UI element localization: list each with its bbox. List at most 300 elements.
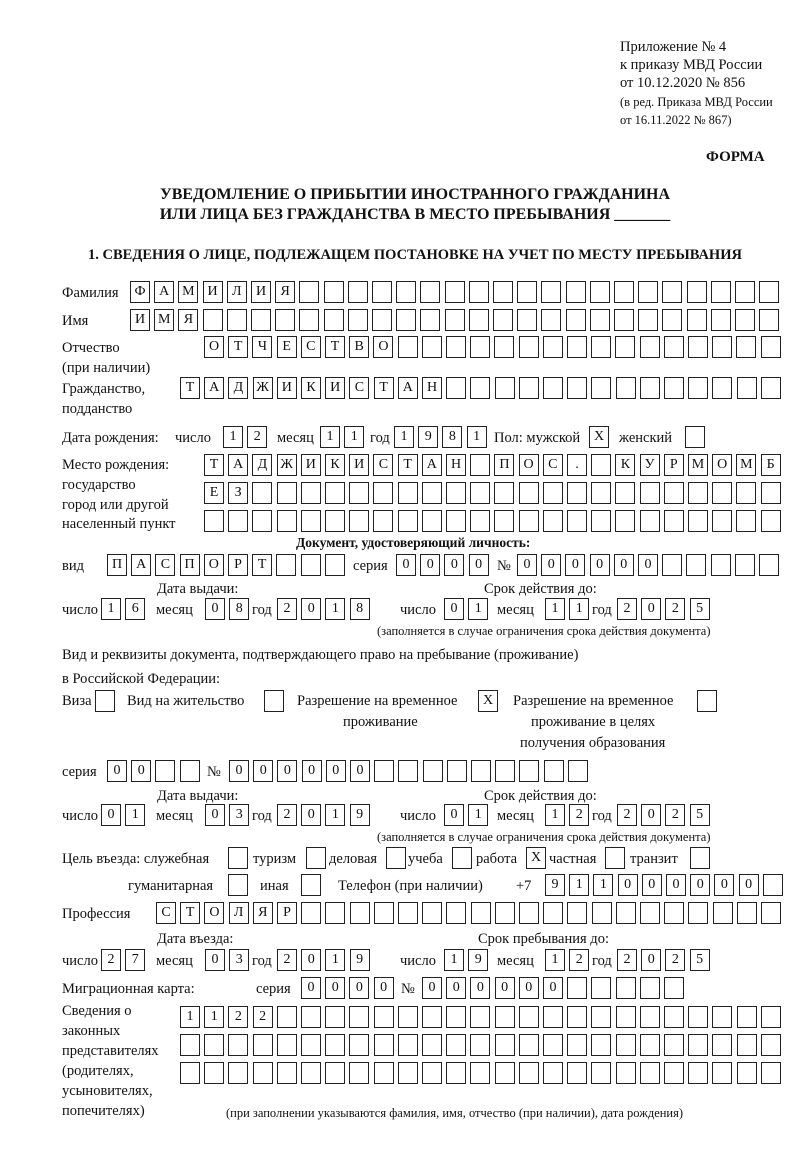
cell[interactable]: 0	[350, 760, 370, 782]
cell[interactable]: П	[180, 554, 200, 576]
cell[interactable]	[567, 977, 587, 999]
cell[interactable]	[301, 1034, 321, 1056]
cell[interactable]	[422, 902, 442, 924]
cell[interactable]	[591, 482, 611, 504]
cell[interactable]	[495, 1062, 515, 1084]
cell[interactable]	[349, 1006, 369, 1028]
cell[interactable]: Ж	[277, 454, 297, 476]
cell[interactable]	[640, 482, 660, 504]
cell[interactable]	[568, 760, 588, 782]
cell[interactable]: 1	[545, 598, 565, 620]
cell[interactable]	[591, 1062, 611, 1084]
cell[interactable]	[398, 482, 418, 504]
cell[interactable]	[422, 1034, 442, 1056]
cell[interactable]: 0	[541, 554, 561, 576]
cell[interactable]	[590, 309, 610, 331]
cell[interactable]	[374, 1006, 394, 1028]
cell[interactable]	[664, 1006, 684, 1028]
cell[interactable]: И	[130, 309, 150, 331]
cell[interactable]: 9	[545, 874, 565, 896]
cell[interactable]: Ф	[130, 281, 150, 303]
cell[interactable]	[180, 1034, 200, 1056]
cell[interactable]	[445, 309, 465, 331]
cell[interactable]	[640, 977, 660, 999]
cell[interactable]: Я	[275, 281, 295, 303]
cell[interactable]: 8	[442, 426, 462, 448]
cell[interactable]	[662, 309, 682, 331]
cell[interactable]	[543, 902, 563, 924]
cell[interactable]	[712, 482, 732, 504]
cell[interactable]	[325, 554, 345, 576]
cell[interactable]	[615, 336, 635, 358]
cell[interactable]	[664, 902, 684, 924]
cell[interactable]	[470, 510, 490, 532]
cell[interactable]: 2	[101, 949, 121, 971]
cell[interactable]: К	[325, 454, 345, 476]
cell[interactable]: 0	[101, 804, 121, 826]
cell[interactable]	[396, 309, 416, 331]
cell[interactable]: С	[373, 454, 393, 476]
cell[interactable]	[301, 902, 321, 924]
cell[interactable]	[452, 847, 472, 869]
cell[interactable]	[203, 309, 223, 331]
cell[interactable]	[495, 377, 515, 399]
cell[interactable]	[544, 760, 564, 782]
cell[interactable]: 2	[253, 1006, 273, 1028]
cell[interactable]	[470, 482, 490, 504]
cell[interactable]	[493, 309, 513, 331]
cell[interactable]	[349, 1062, 369, 1084]
cell[interactable]: 2	[228, 1006, 248, 1028]
cell[interactable]: Д	[228, 377, 248, 399]
cell[interactable]: 1	[204, 1006, 224, 1028]
cell[interactable]	[420, 309, 440, 331]
cell[interactable]: 0	[565, 554, 585, 576]
cell[interactable]	[615, 510, 635, 532]
cell[interactable]	[567, 336, 587, 358]
cell[interactable]: 0	[205, 949, 225, 971]
cell[interactable]	[567, 1062, 587, 1084]
cell[interactable]: А	[131, 554, 151, 576]
cell[interactable]	[228, 1034, 248, 1056]
cell[interactable]: А	[154, 281, 174, 303]
cell[interactable]: 0	[253, 760, 273, 782]
cell[interactable]	[494, 336, 514, 358]
cell[interactable]: Т	[398, 454, 418, 476]
cell[interactable]	[423, 760, 443, 782]
cell[interactable]	[687, 281, 707, 303]
cell[interactable]: 0	[543, 977, 563, 999]
cell[interactable]: X	[526, 847, 546, 869]
cell[interactable]: 2	[617, 949, 637, 971]
cell[interactable]	[712, 1034, 732, 1056]
cell[interactable]: 5	[690, 949, 710, 971]
cell[interactable]	[591, 336, 611, 358]
cell[interactable]: 1	[125, 804, 145, 826]
cell[interactable]	[605, 847, 625, 869]
cell[interactable]	[422, 510, 442, 532]
cell[interactable]: 5	[690, 804, 710, 826]
cell[interactable]	[688, 482, 708, 504]
cell[interactable]: 1	[569, 598, 589, 620]
cell[interactable]	[640, 510, 660, 532]
cell[interactable]: 2	[665, 804, 685, 826]
cell[interactable]: X	[589, 426, 609, 448]
cell[interactable]: К	[301, 377, 321, 399]
cell[interactable]	[277, 1006, 297, 1028]
cell[interactable]	[373, 510, 393, 532]
cell[interactable]	[252, 510, 272, 532]
cell[interactable]: 0	[301, 598, 321, 620]
cell[interactable]: 1	[325, 949, 345, 971]
cell[interactable]: 1	[468, 598, 488, 620]
cell[interactable]	[638, 281, 658, 303]
cell[interactable]: 0	[642, 874, 662, 896]
cell[interactable]	[422, 482, 442, 504]
cell[interactable]	[664, 977, 684, 999]
cell[interactable]	[469, 281, 489, 303]
cell[interactable]: М	[154, 309, 174, 331]
cell[interactable]: 0	[349, 977, 369, 999]
cell[interactable]	[761, 377, 781, 399]
cell[interactable]: 2	[569, 949, 589, 971]
cell[interactable]	[541, 281, 561, 303]
cell[interactable]	[228, 1062, 248, 1084]
cell[interactable]: 2	[665, 949, 685, 971]
cell[interactable]	[228, 847, 248, 869]
cell[interactable]	[763, 874, 783, 896]
cell[interactable]: 1	[325, 804, 345, 826]
cell[interactable]: И	[203, 281, 223, 303]
cell[interactable]	[616, 377, 636, 399]
cell[interactable]: И	[251, 281, 271, 303]
cell[interactable]	[616, 902, 636, 924]
cell[interactable]	[494, 510, 514, 532]
cell[interactable]: 5	[690, 598, 710, 620]
cell[interactable]	[713, 902, 733, 924]
cell[interactable]	[567, 377, 587, 399]
cell[interactable]: Т	[180, 377, 200, 399]
cell[interactable]: 0	[325, 977, 345, 999]
cell[interactable]: В	[349, 336, 369, 358]
cell[interactable]	[543, 482, 563, 504]
cell[interactable]	[712, 1062, 732, 1084]
cell[interactable]	[470, 454, 490, 476]
cell[interactable]	[761, 1062, 781, 1084]
cell[interactable]: А	[422, 454, 442, 476]
cell[interactable]: 3	[229, 804, 249, 826]
cell[interactable]	[253, 1034, 273, 1056]
cell[interactable]: Т	[325, 336, 345, 358]
cell[interactable]	[614, 281, 634, 303]
cell[interactable]	[737, 1034, 757, 1056]
cell[interactable]	[761, 482, 781, 504]
cell[interactable]	[372, 281, 392, 303]
cell[interactable]	[519, 1006, 539, 1028]
cell[interactable]: 0	[470, 977, 490, 999]
cell[interactable]	[761, 1034, 781, 1056]
cell[interactable]	[688, 902, 708, 924]
cell[interactable]: Н	[422, 377, 442, 399]
cell[interactable]	[228, 510, 248, 532]
cell[interactable]: С	[349, 377, 369, 399]
cell[interactable]	[735, 281, 755, 303]
cell[interactable]	[712, 510, 732, 532]
cell[interactable]	[640, 336, 660, 358]
cell[interactable]	[470, 1006, 490, 1028]
cell[interactable]: 0	[374, 977, 394, 999]
cell[interactable]	[640, 1006, 660, 1028]
cell[interactable]	[519, 482, 539, 504]
cell[interactable]	[541, 309, 561, 331]
cell[interactable]	[519, 336, 539, 358]
cell[interactable]	[398, 510, 418, 532]
cell[interactable]: О	[204, 336, 224, 358]
cell[interactable]	[711, 309, 731, 331]
cell[interactable]: 0	[396, 554, 416, 576]
cell[interactable]	[662, 554, 682, 576]
cell[interactable]	[252, 482, 272, 504]
cell[interactable]	[566, 281, 586, 303]
cell[interactable]	[759, 554, 779, 576]
cell[interactable]	[253, 1062, 273, 1084]
cell[interactable]	[470, 1034, 490, 1056]
cell[interactable]	[386, 847, 406, 869]
cell[interactable]	[519, 902, 539, 924]
cell[interactable]	[227, 309, 247, 331]
cell[interactable]	[543, 1006, 563, 1028]
cell[interactable]	[543, 1034, 563, 1056]
cell[interactable]: 0	[107, 760, 127, 782]
cell[interactable]: 0	[205, 804, 225, 826]
cell[interactable]	[422, 1006, 442, 1028]
cell[interactable]	[301, 510, 321, 532]
cell[interactable]	[447, 760, 467, 782]
cell[interactable]: 2	[277, 598, 297, 620]
cell[interactable]	[446, 336, 466, 358]
cell[interactable]: 1	[468, 804, 488, 826]
cell[interactable]	[204, 1034, 224, 1056]
cell[interactable]: И	[277, 377, 297, 399]
cell[interactable]	[615, 482, 635, 504]
cell[interactable]	[299, 309, 319, 331]
cell[interactable]	[759, 309, 779, 331]
cell[interactable]: 2	[247, 426, 267, 448]
cell[interactable]: Ж	[253, 377, 273, 399]
cell[interactable]: Т	[204, 454, 224, 476]
cell[interactable]: 2	[617, 598, 637, 620]
cell[interactable]: Р	[228, 554, 248, 576]
cell[interactable]: 0	[641, 949, 661, 971]
cell[interactable]: 0	[205, 598, 225, 620]
cell[interactable]: Л	[227, 281, 247, 303]
cell[interactable]	[712, 377, 732, 399]
cell[interactable]	[446, 902, 466, 924]
cell[interactable]	[180, 1062, 200, 1084]
cell[interactable]: 7	[125, 949, 145, 971]
cell[interactable]	[495, 902, 515, 924]
cell[interactable]	[737, 1006, 757, 1028]
cell[interactable]	[687, 309, 707, 331]
cell[interactable]	[301, 482, 321, 504]
cell[interactable]	[349, 510, 369, 532]
cell[interactable]: С	[543, 454, 563, 476]
cell[interactable]	[471, 902, 491, 924]
cell[interactable]: 1	[325, 598, 345, 620]
cell[interactable]	[592, 902, 612, 924]
cell[interactable]: 0	[517, 554, 537, 576]
cell[interactable]: 0	[690, 874, 710, 896]
cell[interactable]: 1	[180, 1006, 200, 1028]
cell[interactable]: 1	[344, 426, 364, 448]
cell[interactable]	[591, 977, 611, 999]
cell[interactable]: О	[204, 902, 224, 924]
cell[interactable]	[688, 1006, 708, 1028]
cell[interactable]: 1	[101, 598, 121, 620]
cell[interactable]: 8	[229, 598, 249, 620]
cell[interactable]: 0	[739, 874, 759, 896]
cell[interactable]: 1	[593, 874, 613, 896]
cell[interactable]: 0	[420, 554, 440, 576]
cell[interactable]: 0	[444, 804, 464, 826]
cell[interactable]: С	[155, 554, 175, 576]
cell[interactable]	[591, 1006, 611, 1028]
cell[interactable]	[736, 482, 756, 504]
cell[interactable]	[398, 760, 418, 782]
cell[interactable]	[180, 760, 200, 782]
cell[interactable]	[204, 1062, 224, 1084]
cell[interactable]	[325, 482, 345, 504]
cell[interactable]	[398, 1006, 418, 1028]
cell[interactable]	[495, 1034, 515, 1056]
cell[interactable]: 9	[350, 949, 370, 971]
cell[interactable]	[324, 309, 344, 331]
cell[interactable]	[277, 510, 297, 532]
cell[interactable]	[277, 1062, 297, 1084]
cell[interactable]: 0	[326, 760, 346, 782]
cell[interactable]: Д	[252, 454, 272, 476]
cell[interactable]	[301, 874, 321, 896]
cell[interactable]: З	[228, 482, 248, 504]
cell[interactable]: О	[204, 554, 224, 576]
cell[interactable]: 0	[614, 554, 634, 576]
cell[interactable]	[664, 336, 684, 358]
cell[interactable]: 0	[422, 977, 442, 999]
cell[interactable]: 9	[468, 949, 488, 971]
cell[interactable]	[306, 847, 326, 869]
cell[interactable]	[348, 281, 368, 303]
cell[interactable]	[470, 377, 490, 399]
cell[interactable]: .	[567, 454, 587, 476]
cell[interactable]: И	[349, 454, 369, 476]
cell[interactable]: 0	[590, 554, 610, 576]
cell[interactable]	[591, 454, 611, 476]
cell[interactable]	[761, 1006, 781, 1028]
cell[interactable]	[420, 281, 440, 303]
cell[interactable]: 2	[665, 598, 685, 620]
cell[interactable]	[275, 309, 295, 331]
cell[interactable]: А	[398, 377, 418, 399]
cell[interactable]	[616, 1034, 636, 1056]
cell[interactable]: 1	[545, 804, 565, 826]
cell[interactable]: М	[688, 454, 708, 476]
cell[interactable]: С	[301, 336, 321, 358]
cell[interactable]	[372, 309, 392, 331]
cell[interactable]	[325, 510, 345, 532]
cell[interactable]	[495, 1006, 515, 1028]
cell[interactable]	[349, 482, 369, 504]
cell[interactable]	[735, 309, 755, 331]
cell[interactable]	[155, 760, 175, 782]
cell[interactable]	[736, 336, 756, 358]
cell[interactable]	[325, 1006, 345, 1028]
cell[interactable]	[348, 309, 368, 331]
cell[interactable]	[301, 554, 321, 576]
cell[interactable]: М	[736, 454, 756, 476]
cell[interactable]: Я	[253, 902, 273, 924]
cell[interactable]	[688, 1062, 708, 1084]
cell[interactable]	[761, 510, 781, 532]
cell[interactable]	[640, 1062, 660, 1084]
cell[interactable]: Н	[446, 454, 466, 476]
cell[interactable]	[276, 554, 296, 576]
cell[interactable]	[543, 377, 563, 399]
cell[interactable]: У	[640, 454, 660, 476]
cell[interactable]	[712, 336, 732, 358]
cell[interactable]: М	[178, 281, 198, 303]
cell[interactable]: 0	[131, 760, 151, 782]
cell[interactable]	[445, 281, 465, 303]
cell[interactable]	[422, 336, 442, 358]
cell[interactable]	[737, 902, 757, 924]
cell[interactable]	[446, 377, 466, 399]
cell[interactable]	[688, 1034, 708, 1056]
cell[interactable]	[759, 281, 779, 303]
cell[interactable]	[277, 1034, 297, 1056]
cell[interactable]: Р	[277, 902, 297, 924]
cell[interactable]	[737, 1062, 757, 1084]
cell[interactable]	[325, 902, 345, 924]
cell[interactable]	[519, 760, 539, 782]
cell[interactable]	[398, 902, 418, 924]
cell[interactable]	[591, 377, 611, 399]
cell[interactable]: 0	[301, 949, 321, 971]
cell[interactable]: Т	[180, 902, 200, 924]
cell[interactable]	[95, 690, 115, 712]
cell[interactable]: П	[107, 554, 127, 576]
cell[interactable]	[664, 510, 684, 532]
cell[interactable]: 9	[418, 426, 438, 448]
cell[interactable]	[614, 309, 634, 331]
cell[interactable]	[697, 690, 717, 712]
cell[interactable]	[469, 309, 489, 331]
cell[interactable]: Е	[204, 482, 224, 504]
cell[interactable]: Т	[228, 336, 248, 358]
cell[interactable]	[543, 336, 563, 358]
cell[interactable]: 0	[446, 977, 466, 999]
cell[interactable]	[519, 1062, 539, 1084]
cell[interactable]	[761, 336, 781, 358]
cell[interactable]: 1	[569, 874, 589, 896]
cell[interactable]	[349, 1034, 369, 1056]
cell[interactable]: 8	[350, 598, 370, 620]
cell[interactable]	[567, 902, 587, 924]
cell[interactable]: 0	[229, 760, 249, 782]
cell[interactable]	[398, 336, 418, 358]
cell[interactable]: 1	[545, 949, 565, 971]
cell[interactable]: Е	[277, 336, 297, 358]
cell[interactable]	[350, 902, 370, 924]
